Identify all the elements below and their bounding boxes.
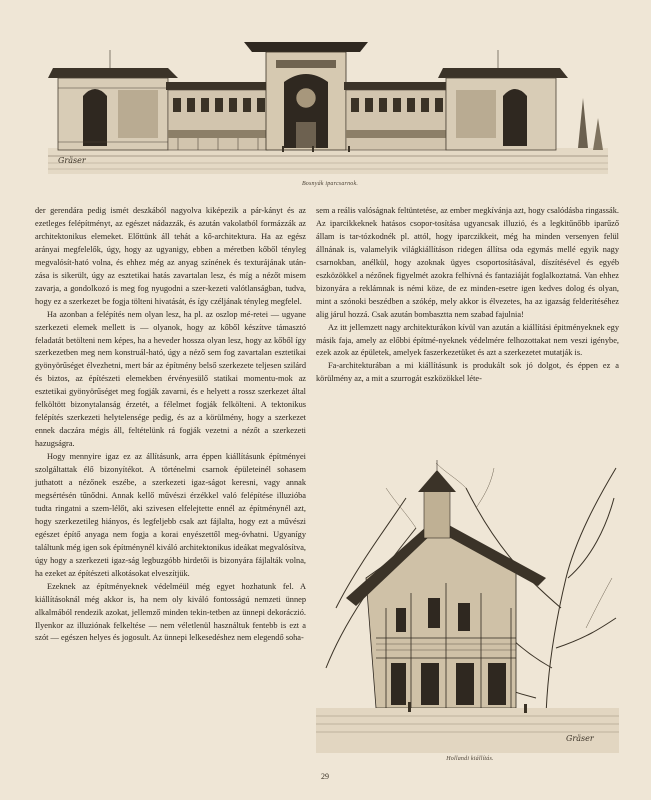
left-text-column <box>35 205 306 645</box>
bottom-figure-caption: Hollandi kiállítás. <box>446 756 494 762</box>
bottom-figure-signature: Gräser <box>566 734 594 743</box>
dutch-pavilion-illustration <box>316 458 619 753</box>
right-text-column <box>316 205 619 386</box>
paragraph: Fa-architekturában a mi kiállításunk is produkált sok jó dolgot, és éppen ez a körülmény az, a mit a szurrogát eszközökkel léte- <box>316 361 619 384</box>
page-number: 29 <box>321 772 329 781</box>
paragraph: Ezeknek az építményeknek védelméül még egyet hozhatunk fel. A kiállításoknál még akkor is, ha nem oly kiváló fontosságú nemzeti ünnep alkalmából rendezik azokat, jellemző minden tekin-tetben az ünnepi dekoráczió. Ilyenkor az illuziónak felkeltése — nem véletlenül használtuk fentebb is ezt a szót — egészen helyes és jogosult. Az ünnepi lelkesedéshez nem elegendő soha- <box>35 581 306 643</box>
top-figure-signature: Gräser <box>58 156 86 165</box>
paragraph: sem a reális valóságnak feltüntetése, az ember megkívánja azt, hogy csalódásba ringassák. Az iparcikkeknek hatásos csopor-tosítása ugyancsak illuzió, és a legkitűnőbb iparűző állam is tar-tózkodnék pl. attól, hogy iparczikkeit, még ha minden versenyen felül állnának is, valamelyik világkiállításon ridegen állítsa oda egymás mellé egyik nagy csarnokban, anélkül, hogy azoknak ügyes csoportosításával, díszítésével és egyéb eszközökkel a nézőnek figyelmét azokra felhívná és fantaziáját foglalkoztatná. Van ehhez bizonyára a reklámnak is némi köze, de ez minden-esetre igen kedves dolog és olyan, mint a szónoki beszédben a szókép, mely akkor is élvezetes, ha az igazság felderítéséhez alig járul hozzá. Csak azután bombasztta nem szabad fajulnia! <box>316 206 619 319</box>
top-figure-caption: Bosnyák iparcsarnok. <box>301 181 359 187</box>
bosnian-pavilion-illustration <box>48 38 608 178</box>
paragraph: Az itt jellemzett nagy architekturákon kívül van azután a kiállítási épitményeknek egy másik faja, amely az előbbi építmé-nyeknek védelmére felhozottakat nem veszi igénybe, ezek azok az épületek, amelyek faszerkezetüket és azt a szerkezetet mutatják is. <box>316 322 619 358</box>
paragraph: Hogy mennyire igaz ez az állításunk, arra éppen kiállításunk építményei szolgáltattak élő bizonyítékot. A történelmi csarnok épületeinél sohasem juthatott a nézőnek eszébe, a szerkezeti igaz-ságot keresni, vagy annak megsértésén tűnődni. Annak kellő művészi érzékkel való felépítése illuzióba tudta ringatni a szem-lélőt, aki szivesen elfelejtette ennél az építménynél azt, hogy szerkezetileg hiányos, és legfeljebb csak azt fájlalta, hogy ezt a művészi egészet építő anyaga nem fogja a korai enyészettől meg-óvhatni. Ugyanígy találtunk még igen sok építménynél kiváló architektonikus ideákat megvalósítva, úgy hogy a szerkezeti igaz-ság legbuzgóbb hirdetői is bizonyára fájlalták volna, ha ezeket az építészeti alkotásokat elveszítjük. <box>35 452 306 578</box>
paragraph: Ha azonban a felépítés nem olyan lesz, ha pl. az oszlop mé-retei — ugyane szerkezeti elemek mellett is — olyanok, hogy az kőből készítve támasztó feladatát betölteni nem képes, ha a heveder hossza olyan lesz, hogy az kőből így szerkezetben meg nem konstruál-ható, úgy a néző sem fog zavartalan esztetikai gyönyörűséget élvezhetni, mert bár az építmény belső szerkezete teljesen szilárd és biztos, az építészeti elemekben érvényesülő statikai momentu-mok az esztetikai gyönyörűséget meg fogják zavarni, és e helyett a rossz szerkezet által felköltött bizonytalanság érzetét, a félelmet fogják felkölteni. A tektonikus felépítés szerkezeti helytelensége pedig, és az a körülmény, hogy a szerkezet ennek daczára mégis áll, feltételünk rá fogják vezetni a nézőt a szerkezeti hazugságra. <box>35 309 306 449</box>
paragraph: der gerendára pedig ismét deszkából nagyolva kiképezik a pár-kányt és az ezetleges felépítményt, az egészet nádazzák, és azután vakolatból formázzák az architektonikus elemeket. Előttünk áll tehát a kő-architektura. Ha az egész arányai megfelelők, úgy, hogy az ugyanigy, ebben a méretben kőből tényleg megvalósít-ható volna, és ehhez még az anyag színének és texturájának után-zása is sikerült, úgy az esztetikai hatás zavartalan lesz, és míg a nézőt misem zavarja, a gondolkozó is meg fog nyugodni a szer-kezeti valótlanságban, tudva, hogy ez a szerkezet be fogja tölteni hivatását, és így czéljának tényleg megfelel. <box>35 206 306 306</box>
